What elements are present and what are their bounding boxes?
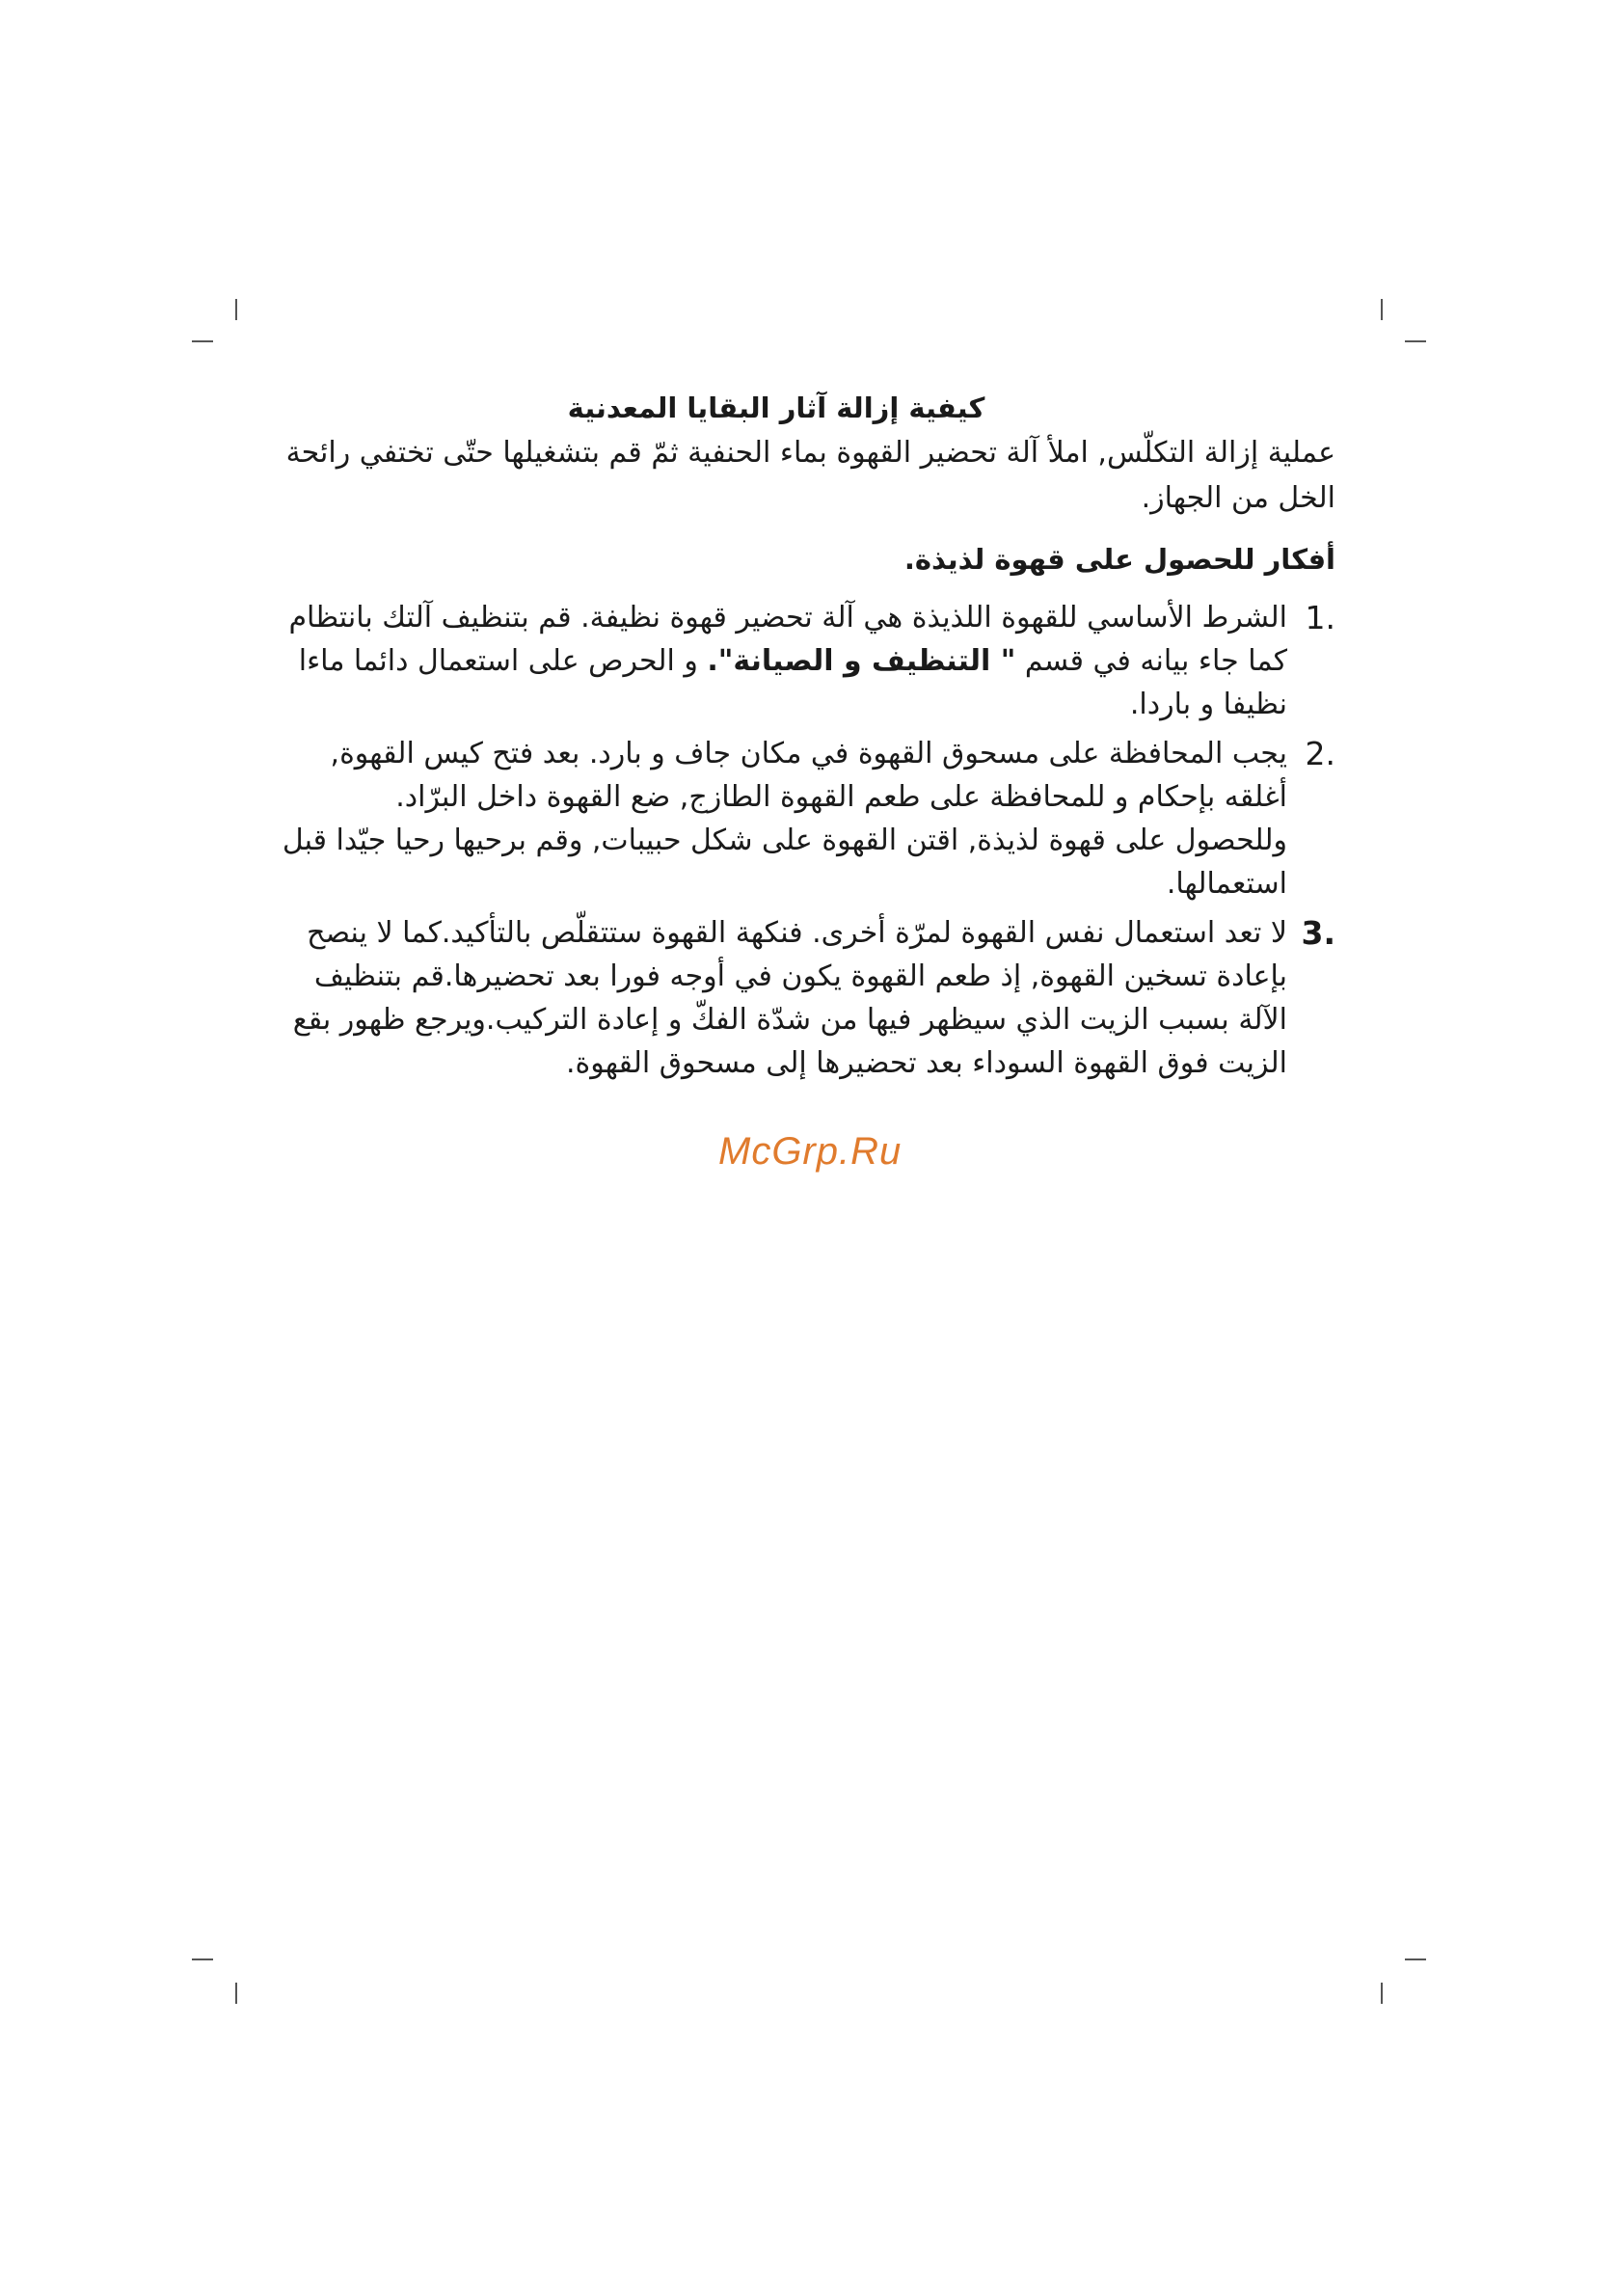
crop-mark-top-left-horizontal	[192, 340, 213, 342]
descaling-paragraph: عملية إزالة التكلّس, املأ آلة تحضير القهوة بماء الحنفية ثمّ قم بتشغيلها حتّى تختفي رائحة الخل من الجهاز.	[285, 436, 1335, 515]
crop-mark-bottom-right-horizontal	[1405, 1958, 1426, 1960]
tip-number: 2.	[1305, 735, 1335, 772]
tip-text: لا تعد استعمال نفس القهوة لمرّة أخرى. فنكهة القهوة ستتقلّص بالتأكيد.كما لا ينصح بإعادة تسخين القهوة, إذ طعم القهوة يكون في أوجه فورا بعد تحضيرها.قم بتنظيف الآلة بسبب الزيت الذي سيظهر فيها من شدّة الفكّ و إعادة التركيب.ويرجع ظهور بقع الزيت فوق القهوة السوداء بعد تحضيرها إلى مسحوق القهوة.	[292, 916, 1287, 1080]
tips-heading: أفكار للحصول على قهوة لذيذة.	[903, 543, 1335, 576]
crop-mark-top-right-vertical	[1381, 299, 1383, 320]
section-reference: " التنظيف و الصيانة".	[707, 644, 1016, 678]
watermark: McGrp.Ru	[718, 1130, 903, 1173]
page-title: كيفية إزالة آثار البقايا المعدنية	[567, 392, 985, 424]
tip-number: 1.	[1305, 599, 1335, 636]
crop-mark-bottom-left-vertical	[235, 1983, 237, 2004]
crop-mark-bottom-left-horizontal	[192, 1958, 213, 1960]
tip-text: الشرط الأساسي للقهوة اللذيذة هي آلة تحضير قهوة نظيفة. قم بتنظيف آلتك بانتظام كما جاء بيانه في قسم	[288, 601, 1287, 678]
crop-mark-top-left-vertical	[235, 299, 237, 320]
document-content	[275, 386, 1335, 1091]
tip-item-1	[275, 596, 1335, 726]
crop-mark-bottom-right-vertical	[1381, 1983, 1383, 2004]
tip-number: 3.	[1301, 914, 1335, 952]
tip-text: يجب المحافظة على مسحوق القهوة في مكان جاف و بارد. بعد فتح كيس القهوة, أغلقه بإحكام و للمحافظة على طعم القهوة الطازج, ضع القهوة داخل البرّاد. وللحصول على قهوة لذيذة, اقتن القهوة على شكل حبيبات, وقم برحيها رحيا جيّدا قبل استعمالها.	[282, 737, 1287, 901]
tips-list	[275, 596, 1335, 1085]
tip-text: و الحرص على استعمال دائما ماءا نظيفا و باردا.	[298, 644, 1287, 721]
crop-mark-top-right-horizontal	[1405, 340, 1426, 342]
tip-item-2	[275, 732, 1335, 905]
tip-item-3	[275, 911, 1335, 1085]
